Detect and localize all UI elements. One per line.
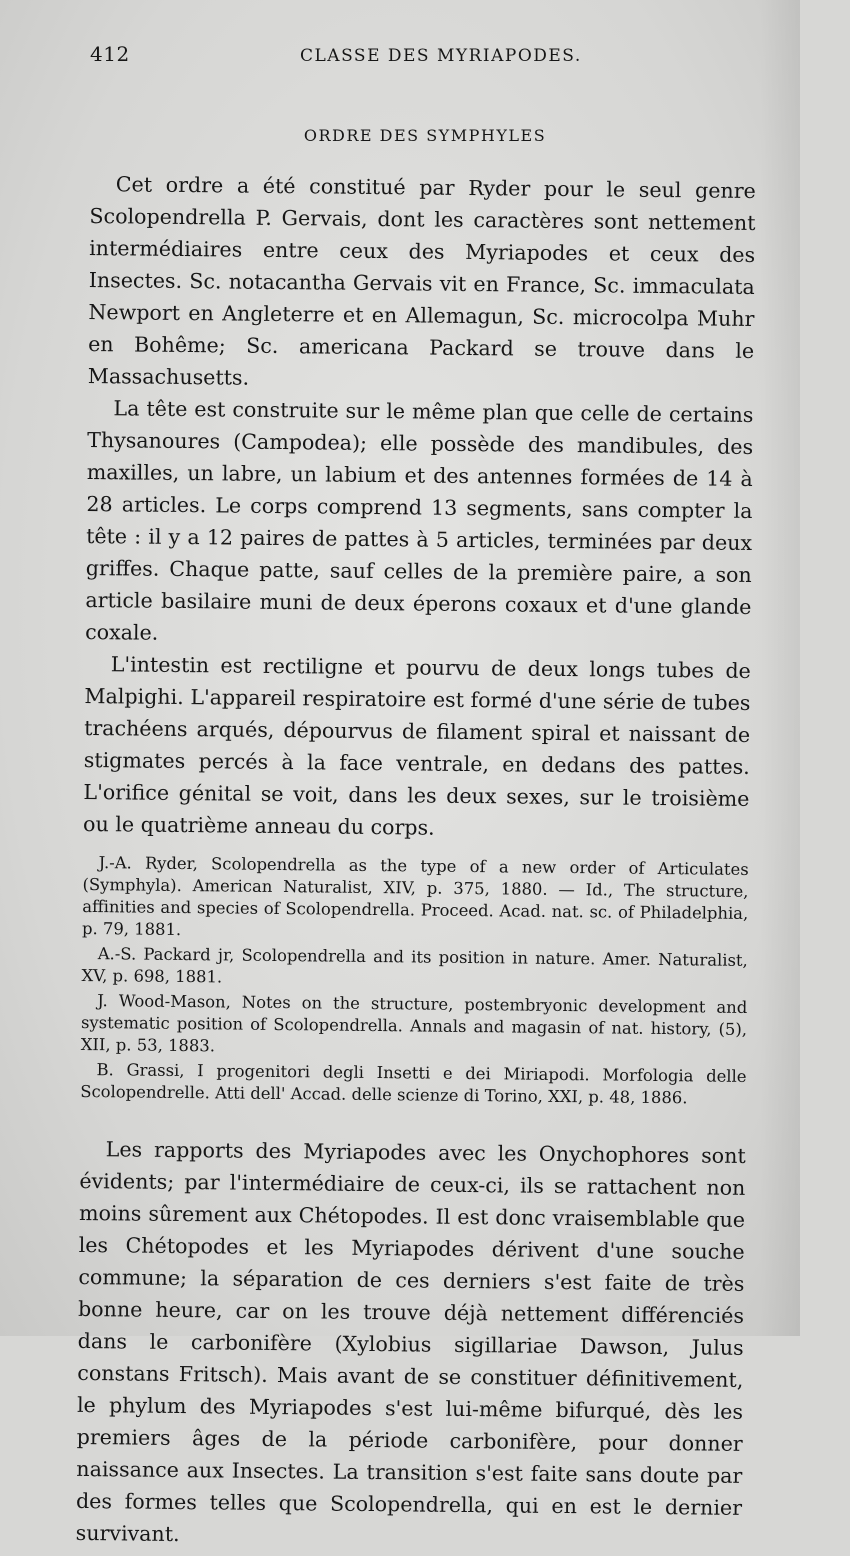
section-title: ORDRE DES SYMPHYLES <box>303 126 547 145</box>
page-edge-shadow <box>760 0 800 1336</box>
page-header <box>90 42 770 72</box>
reference-packard: A.-S. Packard jr, Scolopendrella and its position in nature. Amer. Naturalist, XV, p. 698, 1881. <box>81 944 748 987</box>
reference-wood-mason: J. Wood-Mason, Notes on the structure, postembryonic development and systematic position of Scolopendrella. Annals and magasin of nat. history, (5), XII, p. 53, 1883. <box>80 991 748 1056</box>
reference-ryder: J.-A. Ryder, Scolopendrella as the type of a new order of Articulates (Symphyla). American Naturalist, XIV, p. 375, 1880. — Id., The structure, affinities and species of Scolopendrella. Proceed. Acad. nat. sc. of Philadelphia, p. 79, 1881. <box>81 853 749 939</box>
bibliography <box>80 852 749 1110</box>
paragraph-intro: Cet ordre a été constitué par Ryder pour le seul genre Scolopendrella P. Gervais, dont les caractères sont nettement intermédiaires entre ceux des Myriapodes et ceux des Insectes. Sc. notacantha Gervais vit en France, Sc. immaculata Newport en Angleterre et en Allemagun, Sc. microcolpa Muhr en Bohême; Sc. americana Packard se trouve dans le Massachusetts. <box>87 172 756 390</box>
page-number: 412 <box>90 42 130 66</box>
paragraph-relations: Les rapports des Myriapodes avec les Onychophores sont évidents; par l'intermédiaire de ceux-ci, ils se rattachent non moins sûrement aux Chétopodes. Il est donc vraisemblable que les Chétopodes et les Myriapodes dérivent d'une souche commune; la séparation de ces derniers s'est faite de très bonne heure, car on les trouve déjà nettement différenciés dans le carbonifère (Xylobius sigillariae Dawson, Julus constans Fritsch). Mais avant de se constituer définitivement, le phylum des Myriapodes s'est lui-même bifurqué, dès les premiers âges de la période carbonifère, pour donner naissance aux Insectes. La transition s'est faite sans doute par des formes telles que Scolopendrella, qui en est le dernier survivant. <box>75 1137 746 1547</box>
page-body <box>76 168 756 1556</box>
paragraph-intestine: L'intestin est rectiligne et pourvu de deux longs tubes de Malpighi. L'appareil respiratoire est formé d'une série de tubes trachéens arqués, dépourvus de filament spiral et naissant de stigmates percés à la face ventrale, en dedans des pattes. L'orifice génital se voit, dans les deux sexes, sur le troisième ou le quatrième anneau du corps. <box>83 652 751 840</box>
reference-grassi: B. Grassi, I progenitori degli Insetti e dei Miriapodi. Morfologia delle Scolopendrelle. Atti dell' Accad. delle scienze di Torino, XXI, p. 48, 1886. <box>80 1060 747 1108</box>
paragraph-head: La tête est construite sur le même plan que celle de certains Thysanoures (Campodea); elle possède des mandibules, des maxilles, un labre, un labium et des antennes formées de 14 à 28 articles. Le corps comprend 13 segments, sans compter la tête : il y a 12 paires de pattes à 5 articles, terminées par deux griffes. Chaque patte, sauf celles de la première paire, a son article basilaire muni de deux éperons coxaux et d'une glande coxale. <box>85 396 754 645</box>
running-title: CLASSE DES MYRIAPODES. <box>300 46 582 66</box>
